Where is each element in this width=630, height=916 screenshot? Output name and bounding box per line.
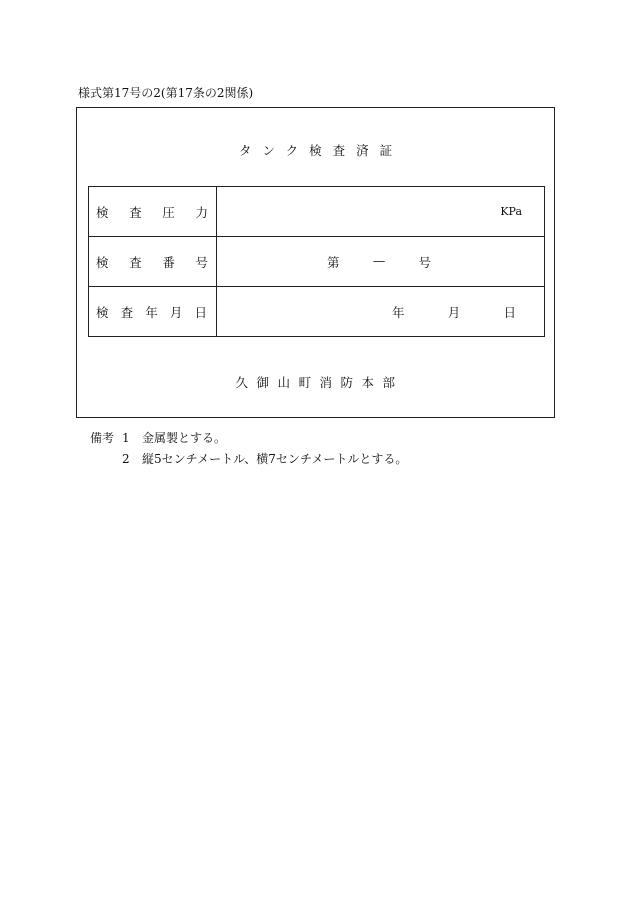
label-char: 検 (96, 304, 109, 320)
certificate-title: タンク検査済証 (238, 143, 404, 158)
row-inspection-number (89, 237, 545, 287)
number-suffix: 号 (418, 254, 431, 270)
label-char: 検 (96, 204, 109, 220)
label-inspection-date (89, 287, 217, 337)
note-text: 金属製とする。 (142, 431, 227, 445)
value-inspection-date (217, 287, 545, 337)
label-char: 月 (169, 304, 183, 320)
date-year: 年 (392, 304, 405, 320)
label-char: 圧 (162, 204, 175, 220)
note-text: 縦5センチメートル、横7センチメートルとする。 (142, 452, 408, 466)
row-inspection-date (89, 287, 545, 337)
certificate-table (88, 186, 545, 337)
label-char: 力 (195, 204, 208, 220)
label-inspection-pressure (89, 187, 217, 237)
label-char: 号 (195, 254, 208, 270)
note-number: 1 (122, 431, 130, 445)
notes-heading-spacer (90, 449, 122, 470)
issuer-name: 久御山町消防本部 (235, 375, 404, 390)
notes-section (90, 428, 407, 470)
note-item (90, 449, 407, 470)
label-char: 査 (129, 204, 142, 220)
pressure-unit: KPa (500, 205, 522, 218)
number-prefix: 第 (327, 254, 340, 270)
label-char: 査 (129, 254, 142, 270)
certificate-frame (76, 107, 555, 418)
label-char: 番 (162, 254, 175, 270)
date-month: 月 (447, 304, 461, 320)
date-day: 日 (503, 304, 516, 320)
notes-heading: 備考 (90, 431, 115, 445)
note-item (90, 428, 407, 449)
label-inspection-number (89, 237, 217, 287)
label-char: 日 (194, 304, 207, 320)
label-char: 検 (96, 254, 109, 270)
note-number: 2 (122, 452, 130, 466)
number-dash: — (372, 252, 386, 268)
value-inspection-pressure (217, 187, 545, 237)
label-char: 査 (120, 304, 134, 320)
label-char: 年 (145, 304, 158, 320)
form-identifier: 様式第17号の2(第17条の2関係) (78, 86, 254, 100)
row-inspection-pressure (89, 187, 545, 237)
value-inspection-number (217, 237, 545, 287)
